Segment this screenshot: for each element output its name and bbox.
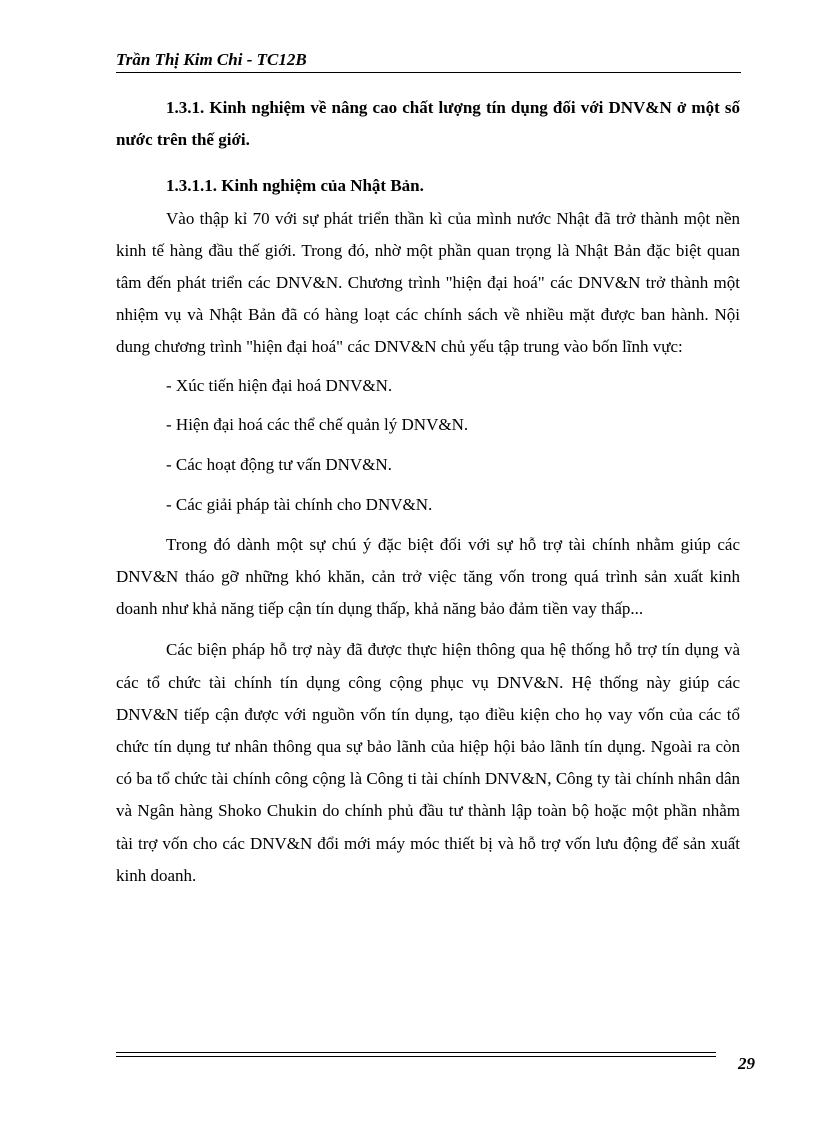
- bullet-item: - Các hoạt động tư vấn DNV&N.: [166, 455, 392, 475]
- subsection-heading: 1.3.1.1. Kinh nghiệm của Nhật Bản.: [166, 176, 424, 196]
- page-body: [116, 92, 740, 892]
- paragraph-intro: Vào thập kỉ 70 với sự phát triển thần kì của mình nước Nhật đã trở thành một nền kinh tế hàng đầu thế giới. Trong đó, nhờ một phần quan trọng là Nhật Bản đặc biệt quan tâm đến phát triển các DNV&N. Chương trình "hiện đại hoá" các DNV&N trở thành một nhiệm vụ và Nhật Bản đã có hàng loạt các chính sách về nhiều mặt được ban hành. Nội dung chương trình "hiện đại hoá" các DNV&N chủ yếu tập trung vào bốn lĩnh vực:: [116, 208, 740, 357]
- bullet-item: - Các giải pháp tài chính cho DNV&N.: [166, 495, 433, 515]
- footer-divider: [116, 1052, 716, 1057]
- bullet-list: [116, 366, 740, 525]
- header-divider: [116, 72, 741, 73]
- paragraph-support: Trong đó dành một sự chú ý đặc biệt đối với sự hỗ trợ tài chính nhằm giúp các DNV&N tháo gỡ những khó khăn, cản trở việc tăng vốn trong quá trình sản xuất kinh doanh như khả năng tiếp cận tín dụng thấp, khả năng bảo đảm tiền vay thấp...: [116, 534, 740, 619]
- paragraph-measures: Các biện pháp hỗ trợ này đã được thực hiện thông qua hệ thống hỗ trợ tín dụng và các tổ chức tài chính tín dụng công cộng phục vụ DNV&N. Hệ thống này giúp các DNV&N tiếp cận được với nguồn vốn tín dụng, tạo điều kiện cho họ vay vốn của các tổ chức tín dụng tư nhân thông qua sự bảo lãnh của hiệp hội bảo lãnh tín dụng. Ngoài ra còn có ba tổ chức tài chính công cộng là Công ti tài chính DNV&N, Công ty tài chính nhân dân và Ngân hàng Shoko Chukin do chính phủ đầu tư thành lập toàn bộ hoặc một phần nhằm tài trợ vốn cho các DNV&N đổi mới máy móc thiết bị và hỗ trợ vốn lưu động để sản xuất kinh doanh.: [116, 640, 740, 885]
- running-header: Trần Thị Kim Chi - TC12B: [116, 50, 307, 69]
- page-number: 29: [738, 1054, 755, 1073]
- bullet-item: - Hiện đại hoá các thể chế quản lý DNV&N.: [166, 415, 469, 435]
- section-heading: 1.3.1. Kinh nghiệm về nâng cao chất lượng tín dụng đối với DNV&N ở một số nước trên thế giới.: [116, 98, 740, 150]
- bullet-item: - Xúc tiến hiện đại hoá DNV&N.: [166, 375, 393, 395]
